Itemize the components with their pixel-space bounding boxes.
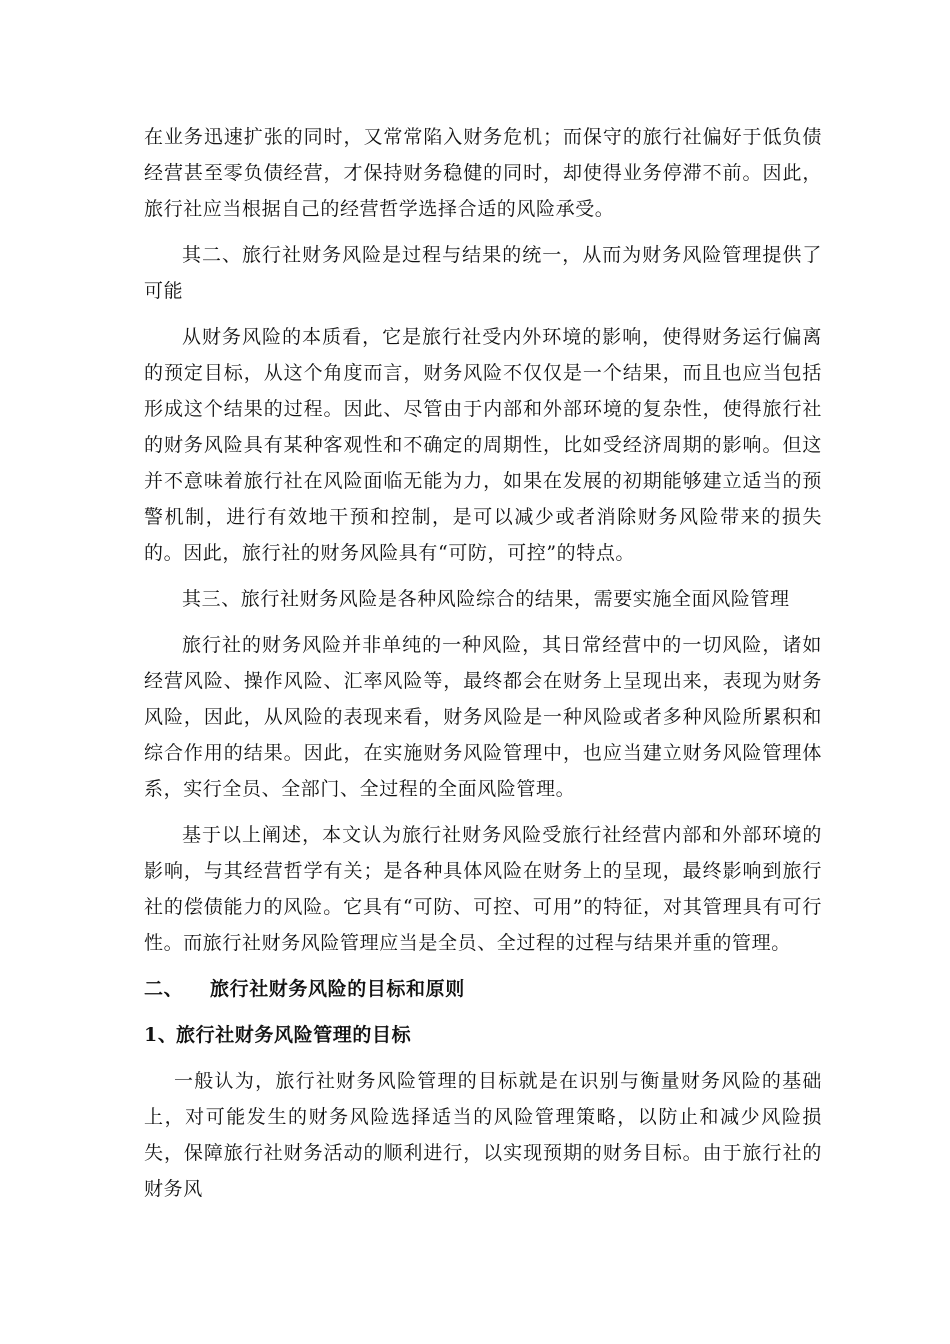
section-number: 二、 [144, 978, 184, 1000]
paragraph-comprehensive-risk: 旅行社的财务风险并非单纯的一种风险，其日常经营中的一切风险，诸如经营风险、操作风险、汇率风险等，最终都会在财务上呈现出来，表现为财务风险，因此，从风险的表现来看，财务风险是一种风险或者多种风险所累积和综合作用的结果。因此，在实施财务风险管理中，也应当建立财务风险管理体系，实行全员、全部门、全过程的全面风险管理。 [144, 634, 822, 800]
paragraph-point-three: 其三、旅行社财务风险是各种风险综合的结果，需要实施全面风险管理 [182, 588, 790, 610]
paragraph-continuation: 在业务迅速扩张的同时，又常常陷入财务危机；而保守的旅行社偏好于低负债经营甚至零负债经营，才保持财务稳健的同时，却使得业务停滞不前。因此，旅行社应当根据自己的经营哲学选择合适的风险承受。 [144, 126, 822, 220]
paragraph-management-goal: 一般认为，旅行社财务风险管理的目标就是在识别与衡量财务风险的基础上，对可能发生的财务风险选择适当的风险管理策略，以防止和减少风险损失，保障旅行社财务活动的顺利进行，以实现预期的财务目标。由于旅行社的财务风 [144, 1070, 822, 1200]
paragraph-point-two: 其二、旅行社财务风险是过程与结果的统一，从而为财务风险管理提供了可能 [144, 244, 822, 302]
subsection-title: 旅行社财务风险管理的目标 [176, 1024, 412, 1046]
section-heading [144, 971, 822, 1007]
section-title: 旅行社财务风险的目标和原则 [210, 978, 465, 1000]
paragraph-risk-nature: 从财务风险的本质看，它是旅行社受内外环境的影响，使得财务运行偏离的预定目标，从这个角度而言，财务风险不仅仅是一个结果，而且也应当包括形成这个结果的过程。因此、尽管由于内部和外部环境的复杂性，使得旅行社的财务风险具有某种客观性和不确定的周期性，比如受经济周期的影响。但这并不意味着旅行社在风险面临无能为力，如果在发展的初期能够建立适当的预警机制，进行有效地干预和控制，是可以减少或者消除财务风险带来的损失的。因此，旅行社的财务风险具有“可防，可控”的特点。 [144, 326, 822, 564]
subsection-number: 1、 [144, 1024, 178, 1046]
paragraph-summary: 基于以上阐述，本文认为旅行社财务风险受旅行社经营内部和外部环境的影响，与其经营哲学有关；是各种具体风险在财务上的呈现，最终影响到旅行社的偿债能力的风险。它具有“可防、可控、可用”的特征，对其管理具有可行性。而旅行社财务风险管理应当是全员、全过程的过程与结果并重的管理。 [144, 824, 822, 954]
document-body [144, 119, 822, 1207]
subsection-heading [144, 1017, 822, 1053]
